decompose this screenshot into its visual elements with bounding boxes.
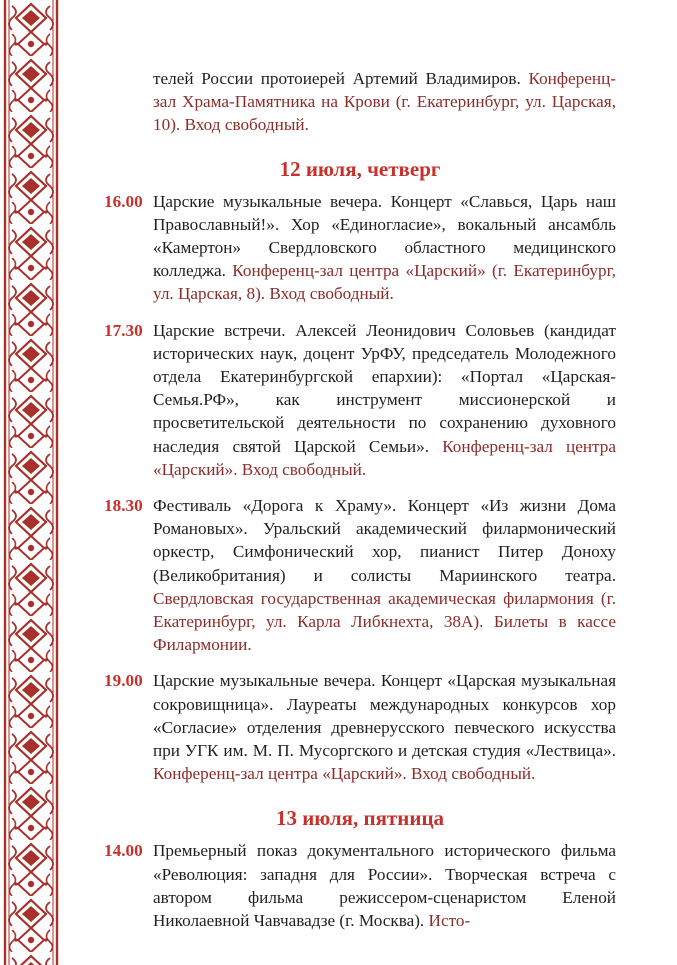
event-description [153,669,616,785]
day-heading: 13 июля, пятница [275,806,445,831]
event-venue: Конференц-зал центра «Царский» (г. Екатеринбург, ул. Царская, 8). Вход свободный. [153,261,616,304]
event-item [104,839,616,932]
event-venue: Свердловская государственная академическая филармония (г. Екатеринбург, ул. Карла Либкнехта, 38А). Билеты в кассе Филармонии. [153,588,616,655]
day-heading: 12 июля, четверг [279,156,441,181]
event-text: Премьерный показ документального исторического фильма «Революция: западня для России». Творческая встреча с автором фильма режиссером-сценаристом Еленой Николаевной Чавчавадзе (г. Москва). [153,841,616,931]
ornamental-border-icon [0,0,62,965]
intro-venue: Конференц-зал Храма-Памятника на Крови (г. Екатеринбург, ул. Царская, 10). Вход свободный. [153,69,616,135]
event-venue: Конференц-зал центра «Царский». Вход свободный. [153,436,616,479]
event-time: 14.00 [104,841,143,861]
event-text: Царские встречи. Алексей Леонидович Соловьев (кандидат исторических наук, доцент УрФУ, председатель Молодежного отдела Екатеринбургской епархии): «Портал «Царская-Семья.РФ», как инструмент миссионерской и просветительской деятельности по сохранению духовного наследия святой Царской Семьи». [153,320,616,456]
event-description [153,494,616,656]
event-item [104,669,616,785]
intro-paragraph [153,67,616,137]
event-time: 18.30 [104,496,143,516]
event-text: Фестиваль «Дорога к Храму». Концерт «Из жизни Дома Романовых». Уральский академический филармонический оркестр, Симфонический хор, пианист Питер Доноху (Великобритания) и солисты Мариинского театра. [153,496,616,585]
event-text: Царские музыкальные вечера. Концерт «Славься, Царь наш Православный!». Хор «Единогласие», вокальный ансамбль «Камертон» Свердловского областного медицинского колледжа. [153,191,616,281]
event-text: Царские музыкальные вечера. Концерт «Царская музыкальная сокровищница». Лауреаты международных конкурсов хор «Согласие» отделения древнерусского певческого искусства при УГК им. М. П. Мусоргского и детская студия «Лествица». [153,671,616,761]
intro-text: телей России протоиерей Артемий Владимиров. [153,69,529,88]
event-item [104,319,616,481]
event-description [153,319,616,481]
event-time: 17.30 [104,320,143,340]
event-item [104,190,616,306]
event-description [153,839,616,932]
schedule-content [104,62,616,932]
event-venue: Исто- [428,911,471,931]
event-description [153,190,616,306]
event-venue: Конференц-зал центра «Царский». Вход свободный. [153,764,536,784]
event-item [104,494,616,656]
event-time: 19.00 [104,671,143,691]
event-time: 16.00 [104,191,143,211]
